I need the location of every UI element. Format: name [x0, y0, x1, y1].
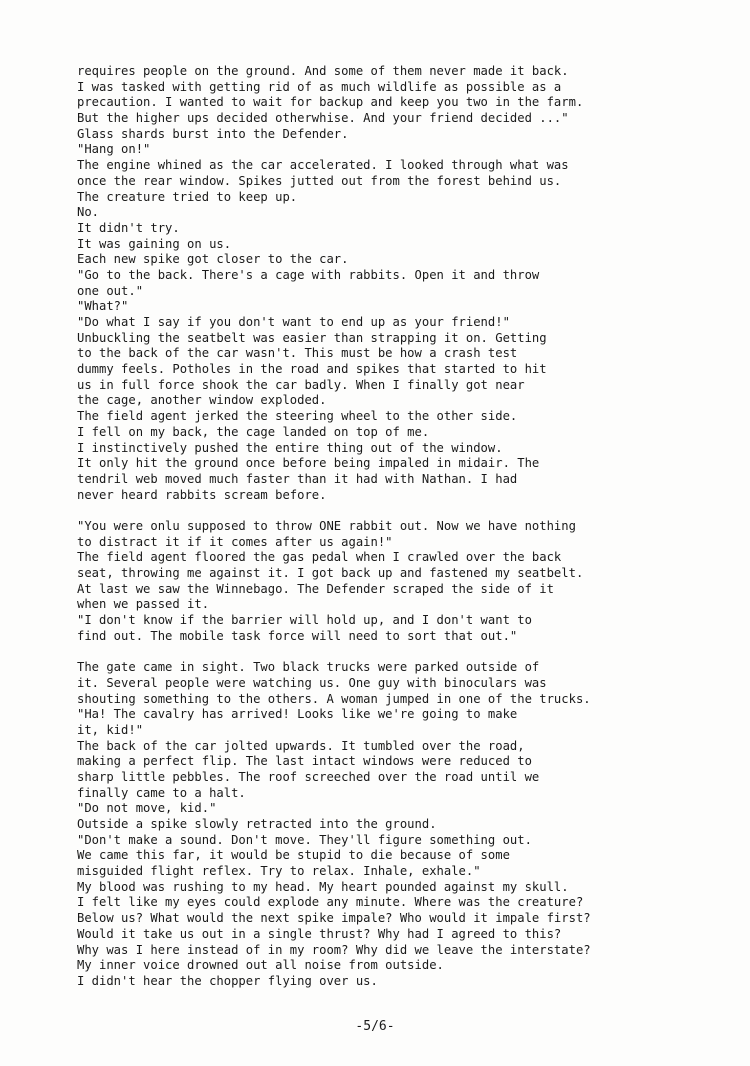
text-line: The gate came in sight. Two black trucks were parked outside of: [77, 660, 540, 675]
text-line: At last we saw the Winnebago. The Defender scraped the side of it: [77, 581, 554, 596]
text-line: "Ha! The cavalry has arrived! Looks like we're going to make: [77, 707, 518, 722]
text-line: the cage, another window exploded.: [77, 393, 327, 408]
text-line: "Go to the back. There's a cage with rabbits. Open it and throw: [77, 267, 540, 282]
text-line: It didn't try.: [77, 220, 180, 235]
text-line: The creature tried to keep up.: [77, 189, 298, 204]
text-line: I didn't hear the chopper flying over us.: [77, 973, 378, 988]
text-line: one out.": [77, 283, 144, 298]
text-line: "Hang on!": [77, 142, 151, 157]
text-line: Unbuckling the seatbelt was easier than strapping it on. Getting: [77, 330, 547, 345]
text-line: But the higher ups decided otherwhise. And your friend decided ...": [77, 111, 569, 126]
page-number: -5/6-: [355, 1019, 395, 1034]
text-line: It only hit the ground once before being impaled in midair. The: [77, 456, 540, 471]
text-line: dummy feels. Potholes in the road and spikes that started to hit: [77, 362, 547, 377]
document-body: [77, 64, 745, 990]
text-line: I fell on my back, the cage landed on top of me.: [77, 424, 430, 439]
text-line: "You were onlu supposed to throw ONE rabbit out. Now we have nothing: [77, 518, 576, 533]
text-line: Why was I here instead of in my room? Why did we leave the interstate?: [77, 942, 591, 957]
text-line: I felt like my eyes could explode any minute. Where was the creature?: [77, 895, 584, 910]
text-line: it, kid!": [77, 722, 144, 737]
text-line: find out. The mobile task force will need to sort that out.": [77, 628, 518, 643]
paragraph: [77, 660, 745, 989]
text-line: The field agent jerked the steering wheel to the other side.: [77, 409, 518, 424]
text-line: never heard rabbits scream before.: [77, 487, 327, 502]
paragraph: [77, 519, 745, 645]
text-line: to the back of the car wasn't. This must be how a crash test: [77, 346, 518, 361]
text-line: Each new spike got closer to the car.: [77, 252, 349, 267]
text-line: "I don't know if the barrier will hold up, and I don't want to: [77, 613, 532, 628]
text-line: No.: [77, 205, 100, 220]
text-line: "What?": [77, 299, 129, 314]
text-line: The engine whined as the car accelerated. I looked through what was: [77, 158, 569, 173]
text-line: shouting something to the others. A woman jumped in one of the trucks.: [77, 691, 591, 706]
text-line: It was gaining on us.: [77, 236, 232, 251]
text-line: The field agent floored the gas pedal when I crawled over the back: [77, 550, 562, 565]
text-line: finally came to a halt.: [77, 785, 246, 800]
text-line: tendril web moved much faster than it had with Nathan. I had: [77, 471, 518, 486]
text-line: "Don't make a sound. Don't move. They'll figure something out.: [77, 832, 532, 847]
text-line: making a perfect flip. The last intact windows were reduced to: [77, 754, 532, 769]
text-line: "Do not move, kid.": [77, 801, 217, 816]
text-line: it. Several people were watching us. One guy with binoculars was: [77, 675, 547, 690]
text-line: when we passed it.: [77, 597, 210, 612]
text-line: misguided flight reflex. Try to relax. Inhale, exhale.": [77, 864, 481, 879]
text-line: us in full force shook the car badly. When I finally got near: [77, 377, 525, 392]
text-line: I instinctively pushed the entire thing out of the window.: [77, 440, 503, 455]
text-line: seat, throwing me against it. I got back up and fastened my seatbelt.: [77, 566, 584, 580]
text-line: once the rear window. Spikes jutted out from the forest behind us.: [77, 173, 562, 188]
text-line: The back of the car jolted upwards. It tumbled over the road,: [77, 738, 525, 753]
text-line: My inner voice drowned out all noise from outside.: [77, 958, 444, 973]
text-line: I was tasked with getting rid of as much wildlife as possible as a: [77, 79, 562, 94]
text-line: requires people on the ground. And some of them never made it back.: [77, 64, 569, 78]
text-line: My blood was rushing to my head. My heart pounded against my skull.: [77, 879, 569, 894]
text-line: Would it take us out in a single thrust? Why had I agreed to this?: [77, 926, 562, 941]
text-line: Below us? What would the next spike impale? Who would it impale first?: [77, 911, 591, 926]
text-line: to distract it if it comes after us again!": [77, 534, 393, 549]
text-line: sharp little pebbles. The roof screeched over the road until we: [77, 769, 540, 784]
text-line: Outside a spike slowly retracted into the ground.: [77, 817, 437, 831]
text-line: We came this far, it would be stupid to die because of some: [77, 848, 510, 863]
text-line: "Do what I say if you don't want to end up as your friend!": [77, 315, 510, 329]
paragraph: [77, 64, 745, 503]
text-line: Glass shards burst into the Defender.: [77, 126, 349, 141]
text-line: precaution. I wanted to wait for backup and keep you two in the farm.: [77, 95, 584, 110]
